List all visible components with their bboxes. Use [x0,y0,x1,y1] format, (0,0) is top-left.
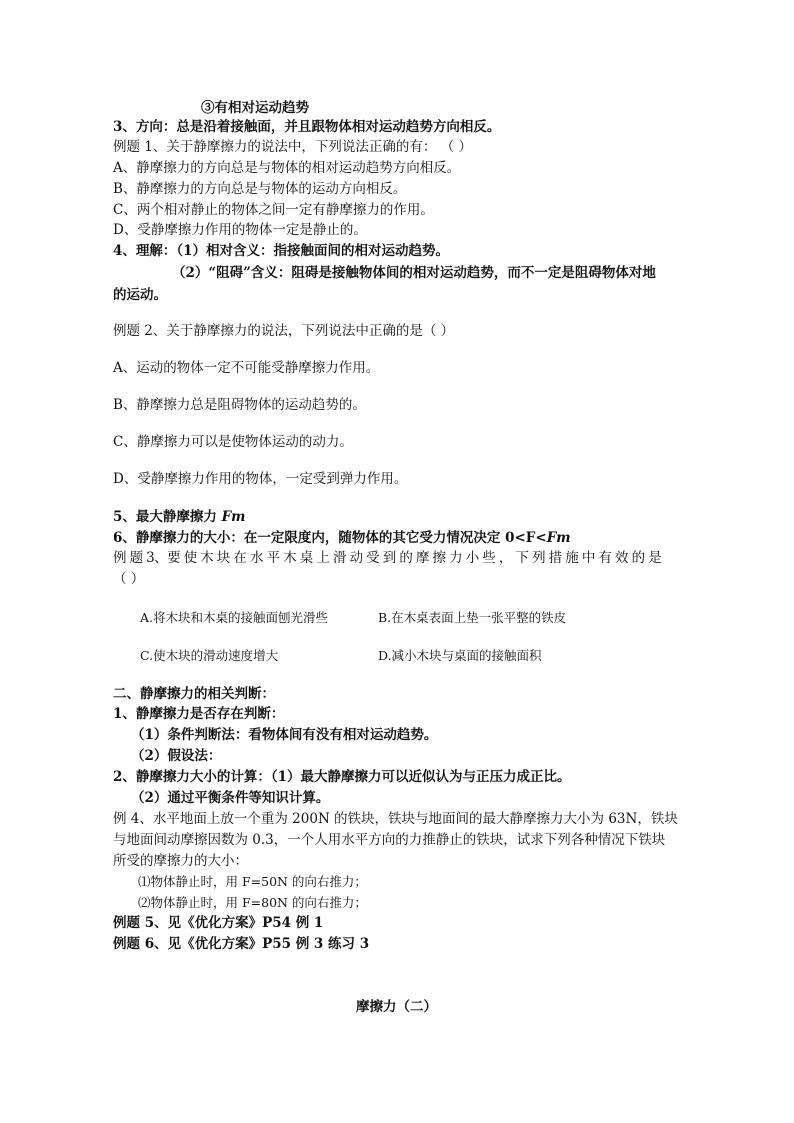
example3-blank: （ ） [113,571,145,587]
example6-reference: 例题 6、见《优化方案》P55 例 3 练习 3 [113,936,370,952]
example3-option-d: D.减小木块与桌面的接触面积 [378,648,542,663]
example1-option-d: D、受静摩擦力作用的物体一定是静止的。 [113,222,367,238]
understanding-heading: 4、理解：（1）相对含义：指接触面间的相对运动趋势。 [113,243,450,259]
example2-question: 例题 2、关于静摩擦力的说法，下列说法中正确的是（ ） [113,323,455,339]
fm-symbol: Fm [546,530,571,546]
heading-relative-motion-trend: ③有相对运动趋势 [201,100,309,116]
example2-option-d: D、受静摩擦力作用的物体，一定受到弹力作用。 [113,471,408,487]
example4-line2: 与地面间动摩擦因数为 0.3，一个人用水平方向的力推静止的铁块，试求下列各种情况下铁块 [113,832,666,848]
example3-option-c: C.使木块的滑动速度增大 [140,648,279,663]
example2-option-c: C、静摩擦力可以是使物体运动的动力。 [113,434,353,450]
fm-symbol: Fm [221,509,246,525]
example2-option-b: B、静摩擦力总是阻碍物体的运动趋势的。 [113,397,366,413]
condition-method: （1）条件判断法：看物体间有没有相对运动趋势。 [131,727,438,743]
next-section-title: 摩擦力（二） [356,999,437,1015]
example3-option-a: A.将木块和木桌的接触面刨光滑些 [140,610,329,625]
example1-question: 例题 1、关于静摩擦力的说法中，下列说法正确的有： （ ） [113,139,472,155]
magnitude-calc-heading: 2、静摩擦力大小的计算：（1）最大静摩擦力可以近似认为与正压力成正比。 [113,769,571,785]
example1-option-c: C、两个相对静止的物体之间一定有静摩擦力的作用。 [113,202,434,218]
example4-case1: ⑴物体静止时，用 F=50N 的向右推力； [138,874,367,889]
example3-option-b: B.在木桌表面上垫一张平整的铁皮 [378,610,567,625]
example2-option-a: A、运动的物体一定不可能受静摩擦力作用。 [113,360,380,376]
balance-condition: （2）通过平衡条件等知识计算。 [131,790,330,806]
static-friction-magnitude-heading: 6、静摩擦力的大小：在一定限度内，随物体的其它受力情况决定 0<F<Fm [113,530,571,546]
understanding-hinder-meaning: （2）“阻碍”含义：阻碍是接触物体间的相对运动趋势，而不一定是阻碍物体对地 [172,265,656,281]
example4-line1: 例 4、水平地面上放一个重为 200N 的铁块，铁块与地面间的最大静摩擦力大小为 63N，铁块 [113,811,678,827]
max-static-friction-heading: 5、最大静摩擦力 Fm [113,509,246,525]
assumption-method: （2）假设法： [131,748,222,764]
example4-line3: 所受的摩擦力的大小： [113,853,248,869]
example5-reference: 例题 5、见《优化方案》P54 例 1 [113,915,324,931]
existence-judgment-heading: 1、静摩擦力是否存在判断： [113,706,285,722]
section2-heading: 二、静摩擦力的相关判断： [113,686,275,702]
example1-option-a: A、静摩擦力的方向总是与物体的相对运动趋势方向相反。 [113,160,461,176]
example4-case2: ⑵物体静止时，用 F=80N 的向右推力； [138,895,367,910]
example3-question: 例 题 3、要 使 木 块 在 水 平 木 桌 上 滑 动 受 到 的 摩 擦 力 小 些 ， 下 列 措 施 中 有 效 的 是 [113,550,662,566]
understanding-continuation: 的运动。 [113,287,167,303]
example1-option-b: B、静摩擦力的方向总是与物体的运动方向相反。 [113,181,407,197]
direction-heading: 3、方向：总是沿着接触面，并且跟物体相对运动趋势方向相反。 [113,119,501,135]
